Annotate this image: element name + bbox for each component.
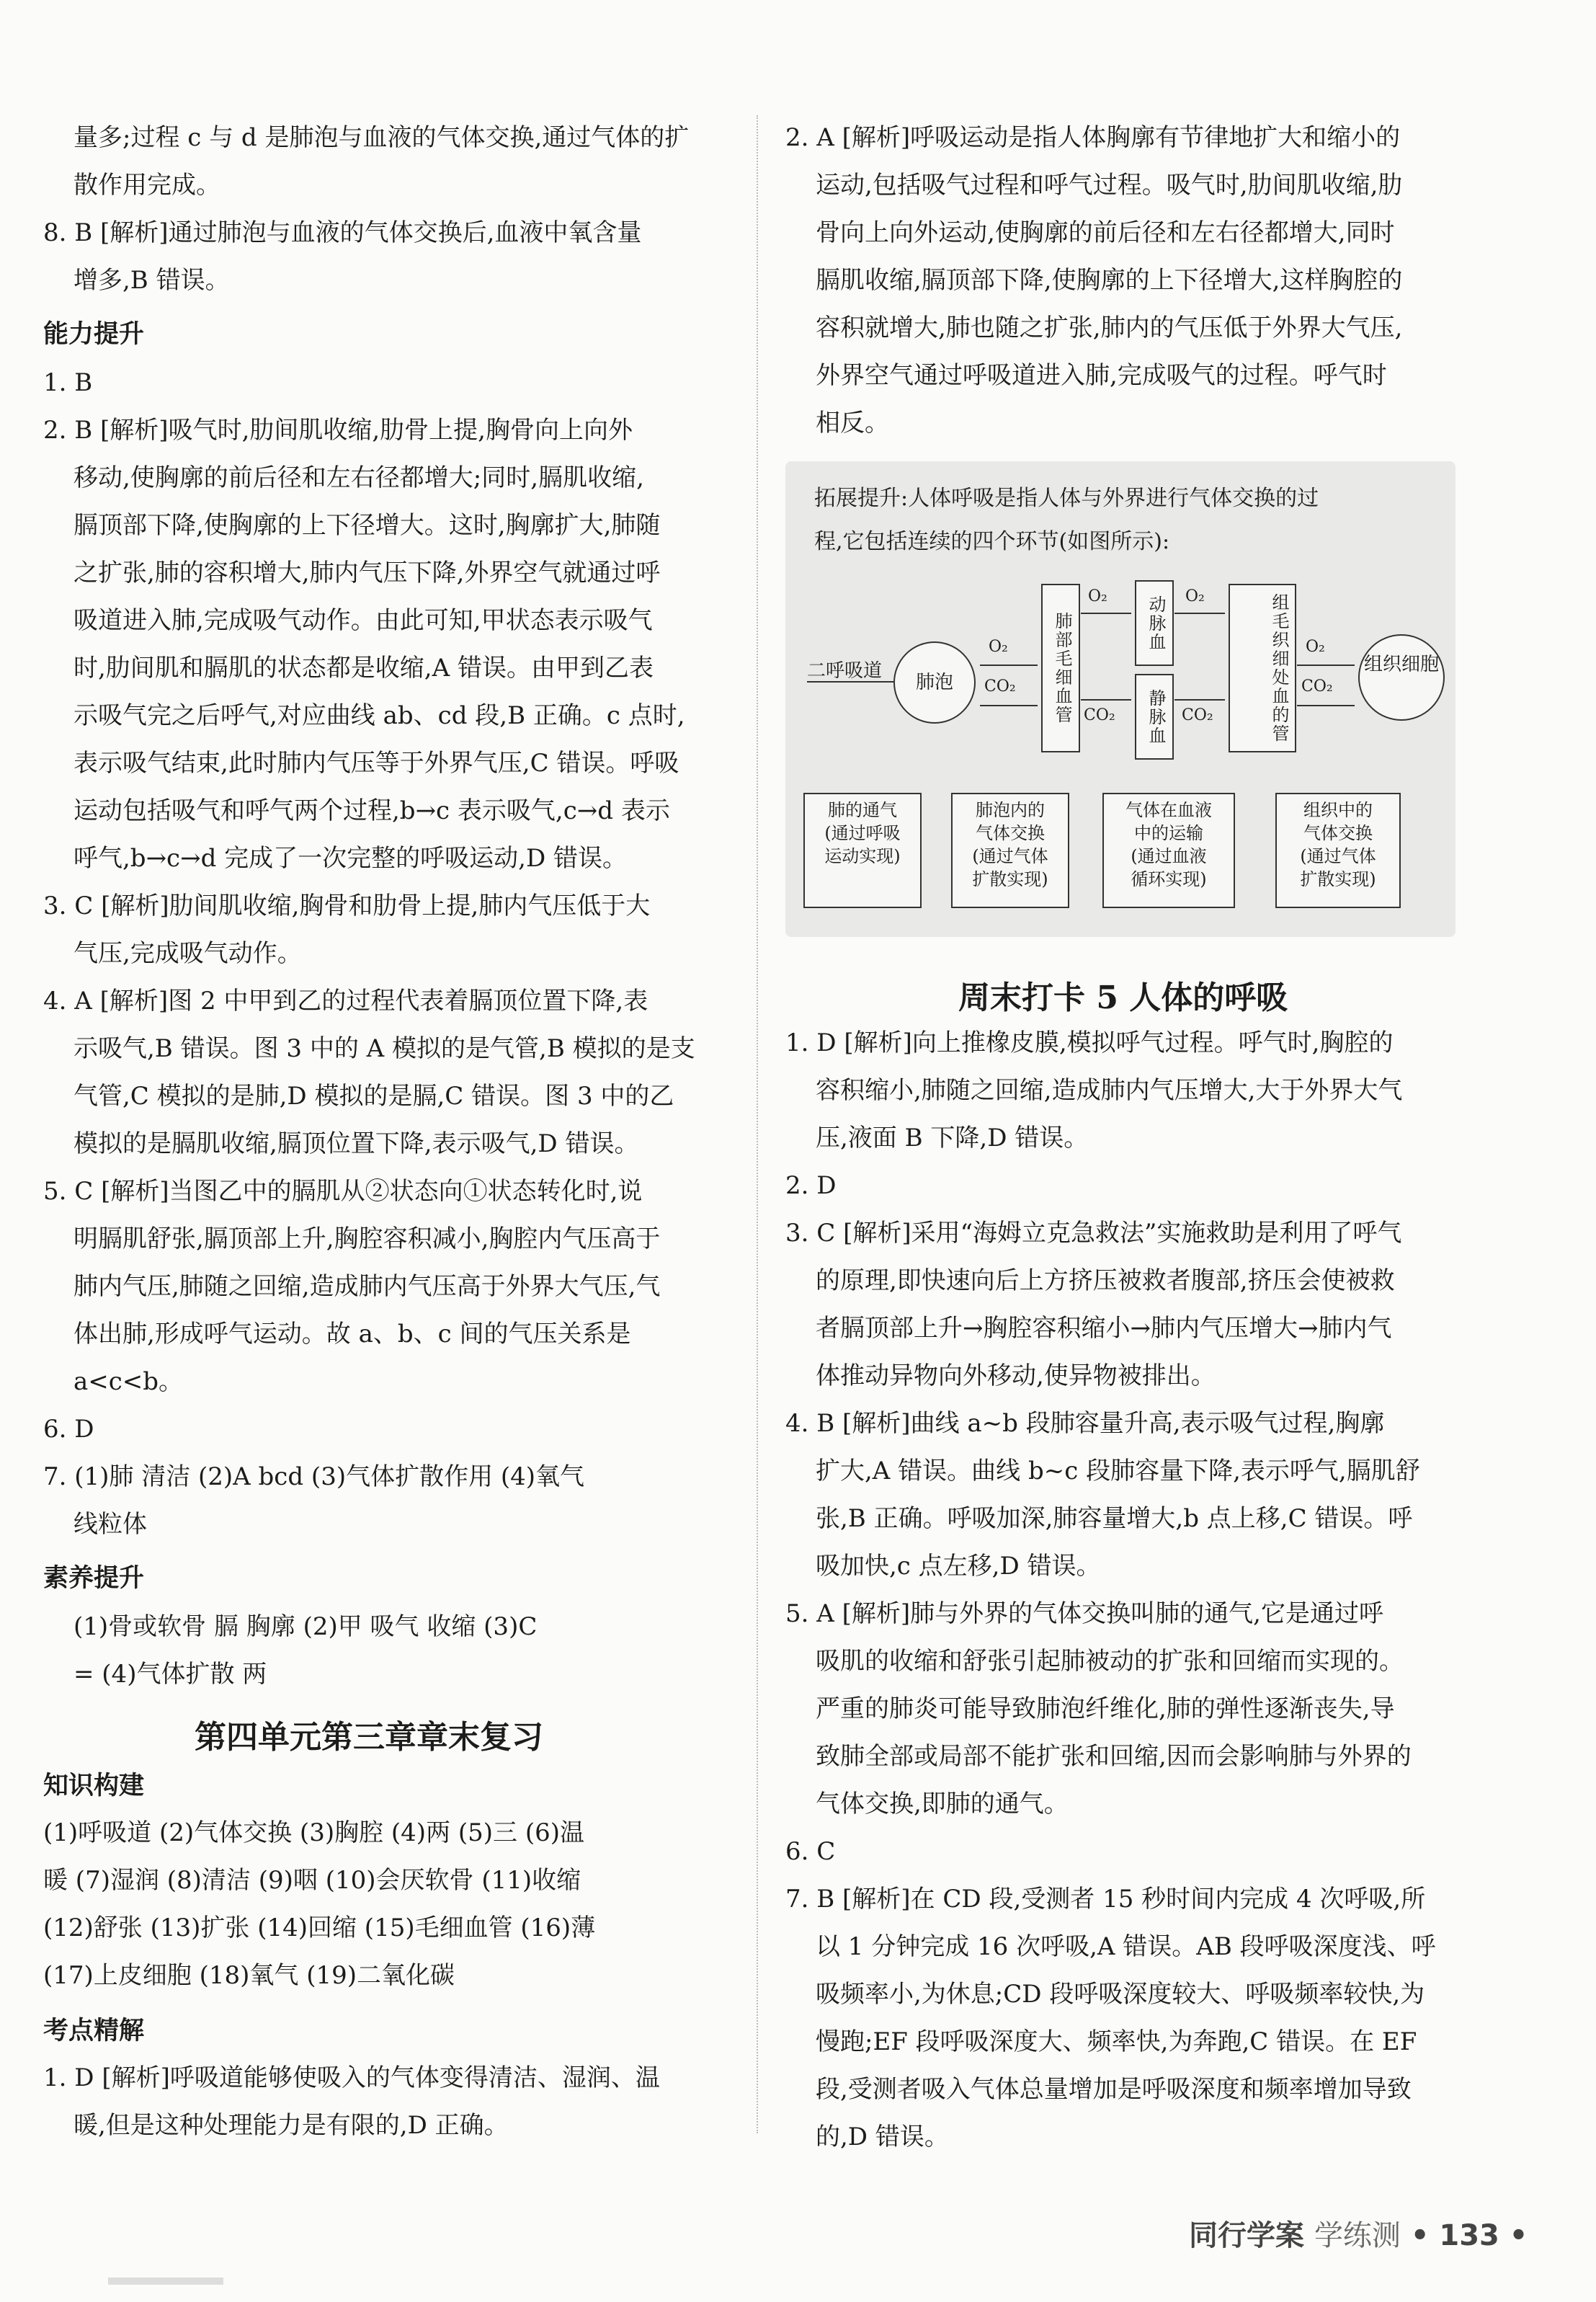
answer-8: 8. B [解析]通过肺泡与血液的气体交换后,血液中氧含量 <box>43 218 642 247</box>
page-footer <box>1189 2213 1528 2254</box>
text-line: 时,肋间肌和膈肌的状态都是收缩,A 错误。由甲到乙表 <box>73 654 654 683</box>
arrow-left <box>1081 699 1131 701</box>
text-line: 容积缩小,肺随之回缩,造成肺内气压增大,大于外界大气 <box>816 1076 1403 1105</box>
text-line: 体出肺,形成呼气运动。故 a、b、c 间的气压关系是 <box>73 1320 631 1348</box>
weekend-answer-6: 6. C <box>785 1837 836 1866</box>
text-line: (17)上皮细胞 (18)氧气 (19)二氧化碳 <box>43 1961 455 1990</box>
arterial-blood-box: 动脉血 <box>1135 580 1174 666</box>
answer-7: 7. (1)肺 清洁 (2)A bcd (3)气体扩散作用 (4)氧气 <box>43 1462 585 1491</box>
stage-text: (通过气体 <box>1300 846 1376 866</box>
text-line: 示吸气,B 错误。图 3 中的 A 模拟的是气管,B 模拟的是支 <box>73 1034 695 1063</box>
o2-label: O₂ <box>1088 587 1107 605</box>
text-line: = (4)气体扩散 两 <box>73 1660 267 1689</box>
text-line: 张,B 正确。呼吸加深,肺容量增大,b 点上移,C 错误。呼 <box>816 1504 1413 1533</box>
stage-text: 肺的通气 <box>828 800 897 820</box>
arrow-right <box>1081 613 1131 614</box>
text-line: 严重的肺炎可能导致肺泡纤维化,肺的弹性逐渐丧失,导 <box>816 1694 1395 1723</box>
weekend-answer-3: 3. C [解析]采用“海姆立克急救法”实施救助是利用了呼气 <box>785 1219 1402 1248</box>
stage-text: (通过血液 <box>1131 846 1207 866</box>
o2-label: O₂ <box>1185 587 1205 605</box>
stage-text: 肺泡内的 <box>976 800 1045 820</box>
text-line: 量多;过程 c 与 d 是肺泡与血液的气体交换,通过气体的扩 <box>73 123 690 152</box>
text-line: (1)呼吸道 (2)气体交换 (3)胸腔 (4)两 (5)三 (6)温 <box>43 1818 585 1847</box>
text-line: 表示吸气结束,此时肺内气压等于外界气压,C 错误。呼吸 <box>73 749 679 778</box>
answer-6: 6. D <box>43 1415 94 1444</box>
weekend-answer-5: 5. A [解析]肺与外界的气体交换叫肺的通气,它是通过呼 <box>785 1599 1383 1628</box>
arrow-right <box>1297 665 1355 666</box>
co2-label: CO₂ <box>1182 706 1213 724</box>
figure-intro: 拓展提升:人体呼吸是指人体与外界进行气体交换的过 <box>814 486 1319 511</box>
stage-text: 扩散实现) <box>1300 869 1376 889</box>
stage-text: 循环实现) <box>1131 869 1207 889</box>
figure-intro: 程,它包括连续的四个环节(如图所示): <box>814 529 1170 554</box>
weekend-answer-2: 2. D <box>785 1171 837 1200</box>
answer-4: 4. A [解析]图 2 中甲到乙的过程代表着膈顶位置下降,表 <box>43 987 648 1016</box>
text-line: 气管,C 模拟的是肺,D 模拟的是膈,C 错误。图 3 中的乙 <box>73 1082 674 1111</box>
co2-label: CO₂ <box>1084 706 1115 724</box>
text-line: 示吸气完之后呼气,对应曲线 ab、cd 段,B 正确。c 点时, <box>73 701 685 730</box>
text-line: 明膈肌舒张,膈顶部上升,胸腔容积减小,胸腔内气压高于 <box>73 1225 661 1253</box>
text-line: 膈顶部下降,使胸廓的上下径增大。这时,胸廓扩大,肺随 <box>73 511 661 540</box>
text-line: 吸肌的收缩和舒张引起肺被动的扩张和回缩而实现的。 <box>816 1647 1404 1676</box>
text-line: 运动,包括吸气过程和呼气过程。吸气时,肋间肌收缩,肋 <box>816 171 1403 200</box>
arrow-right <box>1174 613 1225 614</box>
answer-1: 1. B <box>43 368 93 397</box>
stage-blood-transport <box>1102 793 1235 908</box>
text-line: 膈肌收缩,膈顶部下降,使胸廓的上下径增大,这样胸腔的 <box>816 266 1403 295</box>
heading-points: 考点精解 <box>43 2017 145 2045</box>
page-number: • 133 • <box>1410 2219 1528 2252</box>
footer-brand: 同行学案 <box>1189 2219 1304 2252</box>
answer-r2: 2. A [解析]呼吸运动是指人体胸廓有节律地扩大和缩小的 <box>785 123 1401 152</box>
text-line: 容积就增大,肺也随之扩张,肺内的气压低于外界大气压, <box>816 314 1403 342</box>
weekend-answer-4: 4. B [解析]曲线 a~b 段肺容量升高,表示吸气过程,胸廓 <box>785 1409 1385 1438</box>
text-line: 体推动异物向外移动,使异物被排出。 <box>816 1361 1216 1390</box>
heading-ability: 能力提升 <box>43 320 145 349</box>
stage-text: 组织中的 <box>1303 800 1373 820</box>
text-line: 吸加快,c 点左移,D 错误。 <box>816 1552 1101 1581</box>
text-line: 相反。 <box>816 409 889 437</box>
co2-label: CO₂ <box>1301 677 1333 696</box>
text-line: 运动包括吸气和呼气两个过程,b→c 表示吸气,c→d 表示 <box>73 796 670 825</box>
answer-3: 3. C [解析]肋间肌收缩,胸骨和肋骨上提,肺内气压低于大 <box>43 892 651 920</box>
text-line: 散作用完成。 <box>73 171 220 200</box>
arrow-left <box>1297 705 1355 706</box>
airway-label: 二呼吸道 <box>807 660 883 682</box>
heading-literacy: 素养提升 <box>43 1564 145 1593</box>
text-line: 呼气,b→c→d 完成了一次完整的呼吸运动,D 错误。 <box>73 844 628 873</box>
text-line: 以 1 分钟完成 16 次呼吸,A 错误。AB 段呼吸深度浅、呼 <box>816 1932 1436 1961</box>
text-line: 增多,B 错误。 <box>73 266 230 295</box>
text-line: 气体交换,即肺的通气。 <box>816 1790 1069 1818</box>
text-line: (12)舒张 (13)扩张 (14)回缩 (15)毛细血管 (16)薄 <box>43 1914 596 1942</box>
stage-text: 气体交换 <box>1303 823 1373 843</box>
respiration-diagram <box>785 461 1455 937</box>
stage-text: (通过气体 <box>972 846 1048 866</box>
weekend-answer-1: 1. D [解析]向上推橡皮膜,模拟呼气过程。呼气时,胸腔的 <box>785 1028 1394 1057</box>
stage-text: 中的运输 <box>1134 823 1203 843</box>
co2-label: CO₂ <box>984 677 1016 696</box>
text-line: 线粒体 <box>73 1510 147 1539</box>
stage-alveolar-exchange <box>951 793 1069 908</box>
text-line: 移动,使胸廓的前后径和左右径都增大;同时,膈肌收缩, <box>73 463 644 492</box>
arrow-left <box>1174 699 1225 701</box>
alveoli-circle: 肺泡 <box>893 641 976 724</box>
heading-knowledge: 知识构建 <box>43 1772 145 1800</box>
venous-blood-box: 静脉血 <box>1135 674 1174 760</box>
text-line: 的,D 错误。 <box>816 2123 949 2151</box>
text-line: 吸道进入肺,完成吸气动作。由此可知,甲状态表示吸气 <box>73 606 653 635</box>
text-line: 段,受测者吸入气体总量增加是呼吸深度和频率增加导致 <box>816 2075 1412 2104</box>
text-line: 之扩张,肺的容积增大,肺内气压下降,外界空气就通过呼 <box>73 559 661 587</box>
text-line: 压,液面 B 下降,D 错误。 <box>816 1124 1089 1152</box>
weekend-title: 周末打卡 5 人体的呼吸 <box>958 979 1288 1016</box>
chapter-title: 第四单元第三章章末复习 <box>195 1719 543 1756</box>
column-divider <box>757 115 758 2133</box>
answer-kp1: 1. D [解析]呼吸道能够使吸入的气体变得清洁、湿润、温 <box>43 2063 660 2092</box>
stage-text: (通过呼吸 <box>824 823 901 843</box>
text-line: 肺内气压,肺随之回缩,造成肺内气压高于外界大气压,气 <box>73 1272 661 1301</box>
text-line: 模拟的是膈肌收缩,膈顶位置下降,表示吸气,D 错误。 <box>73 1129 639 1158</box>
text-line: a<c<b。 <box>73 1367 184 1396</box>
o2-label: O₂ <box>1306 638 1325 656</box>
text-line: (1)骨或软骨 膈 胸廓 (2)甲 吸气 收缩 (3)C <box>73 1612 538 1641</box>
scan-mark <box>108 2277 223 2285</box>
text-line: 扩大,A 错误。曲线 b~c 段肺容量下降,表示呼气,膈肌舒 <box>816 1457 1420 1485</box>
text-line: 骨向上向外运动,使胸廓的前后径和左右径都增大,同时 <box>816 218 1395 247</box>
text-line: 暖,但是这种处理能力是有限的,D 正确。 <box>73 2111 509 2140</box>
weekend-answer-7: 7. B [解析]在 CD 段,受测者 15 秒时间内完成 4 次呼吸,所 <box>785 1885 1426 1914</box>
answer-5: 5. C [解析]当图乙中的膈肌从②状态向①状态转化时,说 <box>43 1177 643 1206</box>
text-line: 者膈顶部上升→胸腔容积缩小→肺内气压增大→肺内气 <box>816 1314 1392 1343</box>
text-line: 吸频率小,为休息;CD 段呼吸深度较大、呼吸频率较快,为 <box>816 1980 1425 2009</box>
text-line: 气压,完成吸气动作。 <box>73 939 302 968</box>
airway-arrow <box>807 681 893 683</box>
stage-text: 扩散实现) <box>972 869 1048 889</box>
text-line: 的原理,即快速向后上方挤压被救者腹部,挤压会使被救 <box>816 1266 1395 1295</box>
answer-2: 2. B [解析]吸气时,肋间肌收缩,肋骨上提,胸骨向上向外 <box>43 416 633 445</box>
arrow-right <box>980 665 1038 666</box>
arrow-left <box>980 705 1038 706</box>
text-line: 暖 (7)湿润 (8)清洁 (9)咽 (10)会厌软骨 (11)收缩 <box>43 1866 581 1895</box>
tissue-cells-circle: 组织细胞 <box>1358 634 1445 721</box>
stage-text: 运动实现) <box>824 846 901 866</box>
o2-label: O₂ <box>989 638 1008 656</box>
stage-ventilation <box>803 793 922 908</box>
footer-sub: 学练测 <box>1314 2219 1401 2252</box>
stage-tissue-exchange <box>1275 793 1401 908</box>
tissue-capillary-box: 组毛织细处血的管 <box>1229 584 1296 752</box>
text-line: 致肺全部或局部不能扩张和回缩,因而会影响肺与外界的 <box>816 1742 1412 1771</box>
text-line: 慢跑;EF 段呼吸深度大、频率快,为奔跑,C 错误。在 EF <box>816 2027 1417 2056</box>
lung-capillary-box: 肺部毛细血管 <box>1041 584 1080 752</box>
stage-text: 气体交换 <box>976 823 1045 843</box>
text-line: 外界空气通过呼吸道进入肺,完成吸气的过程。呼气时 <box>816 361 1387 390</box>
stage-text: 气体在血液 <box>1125 800 1212 820</box>
